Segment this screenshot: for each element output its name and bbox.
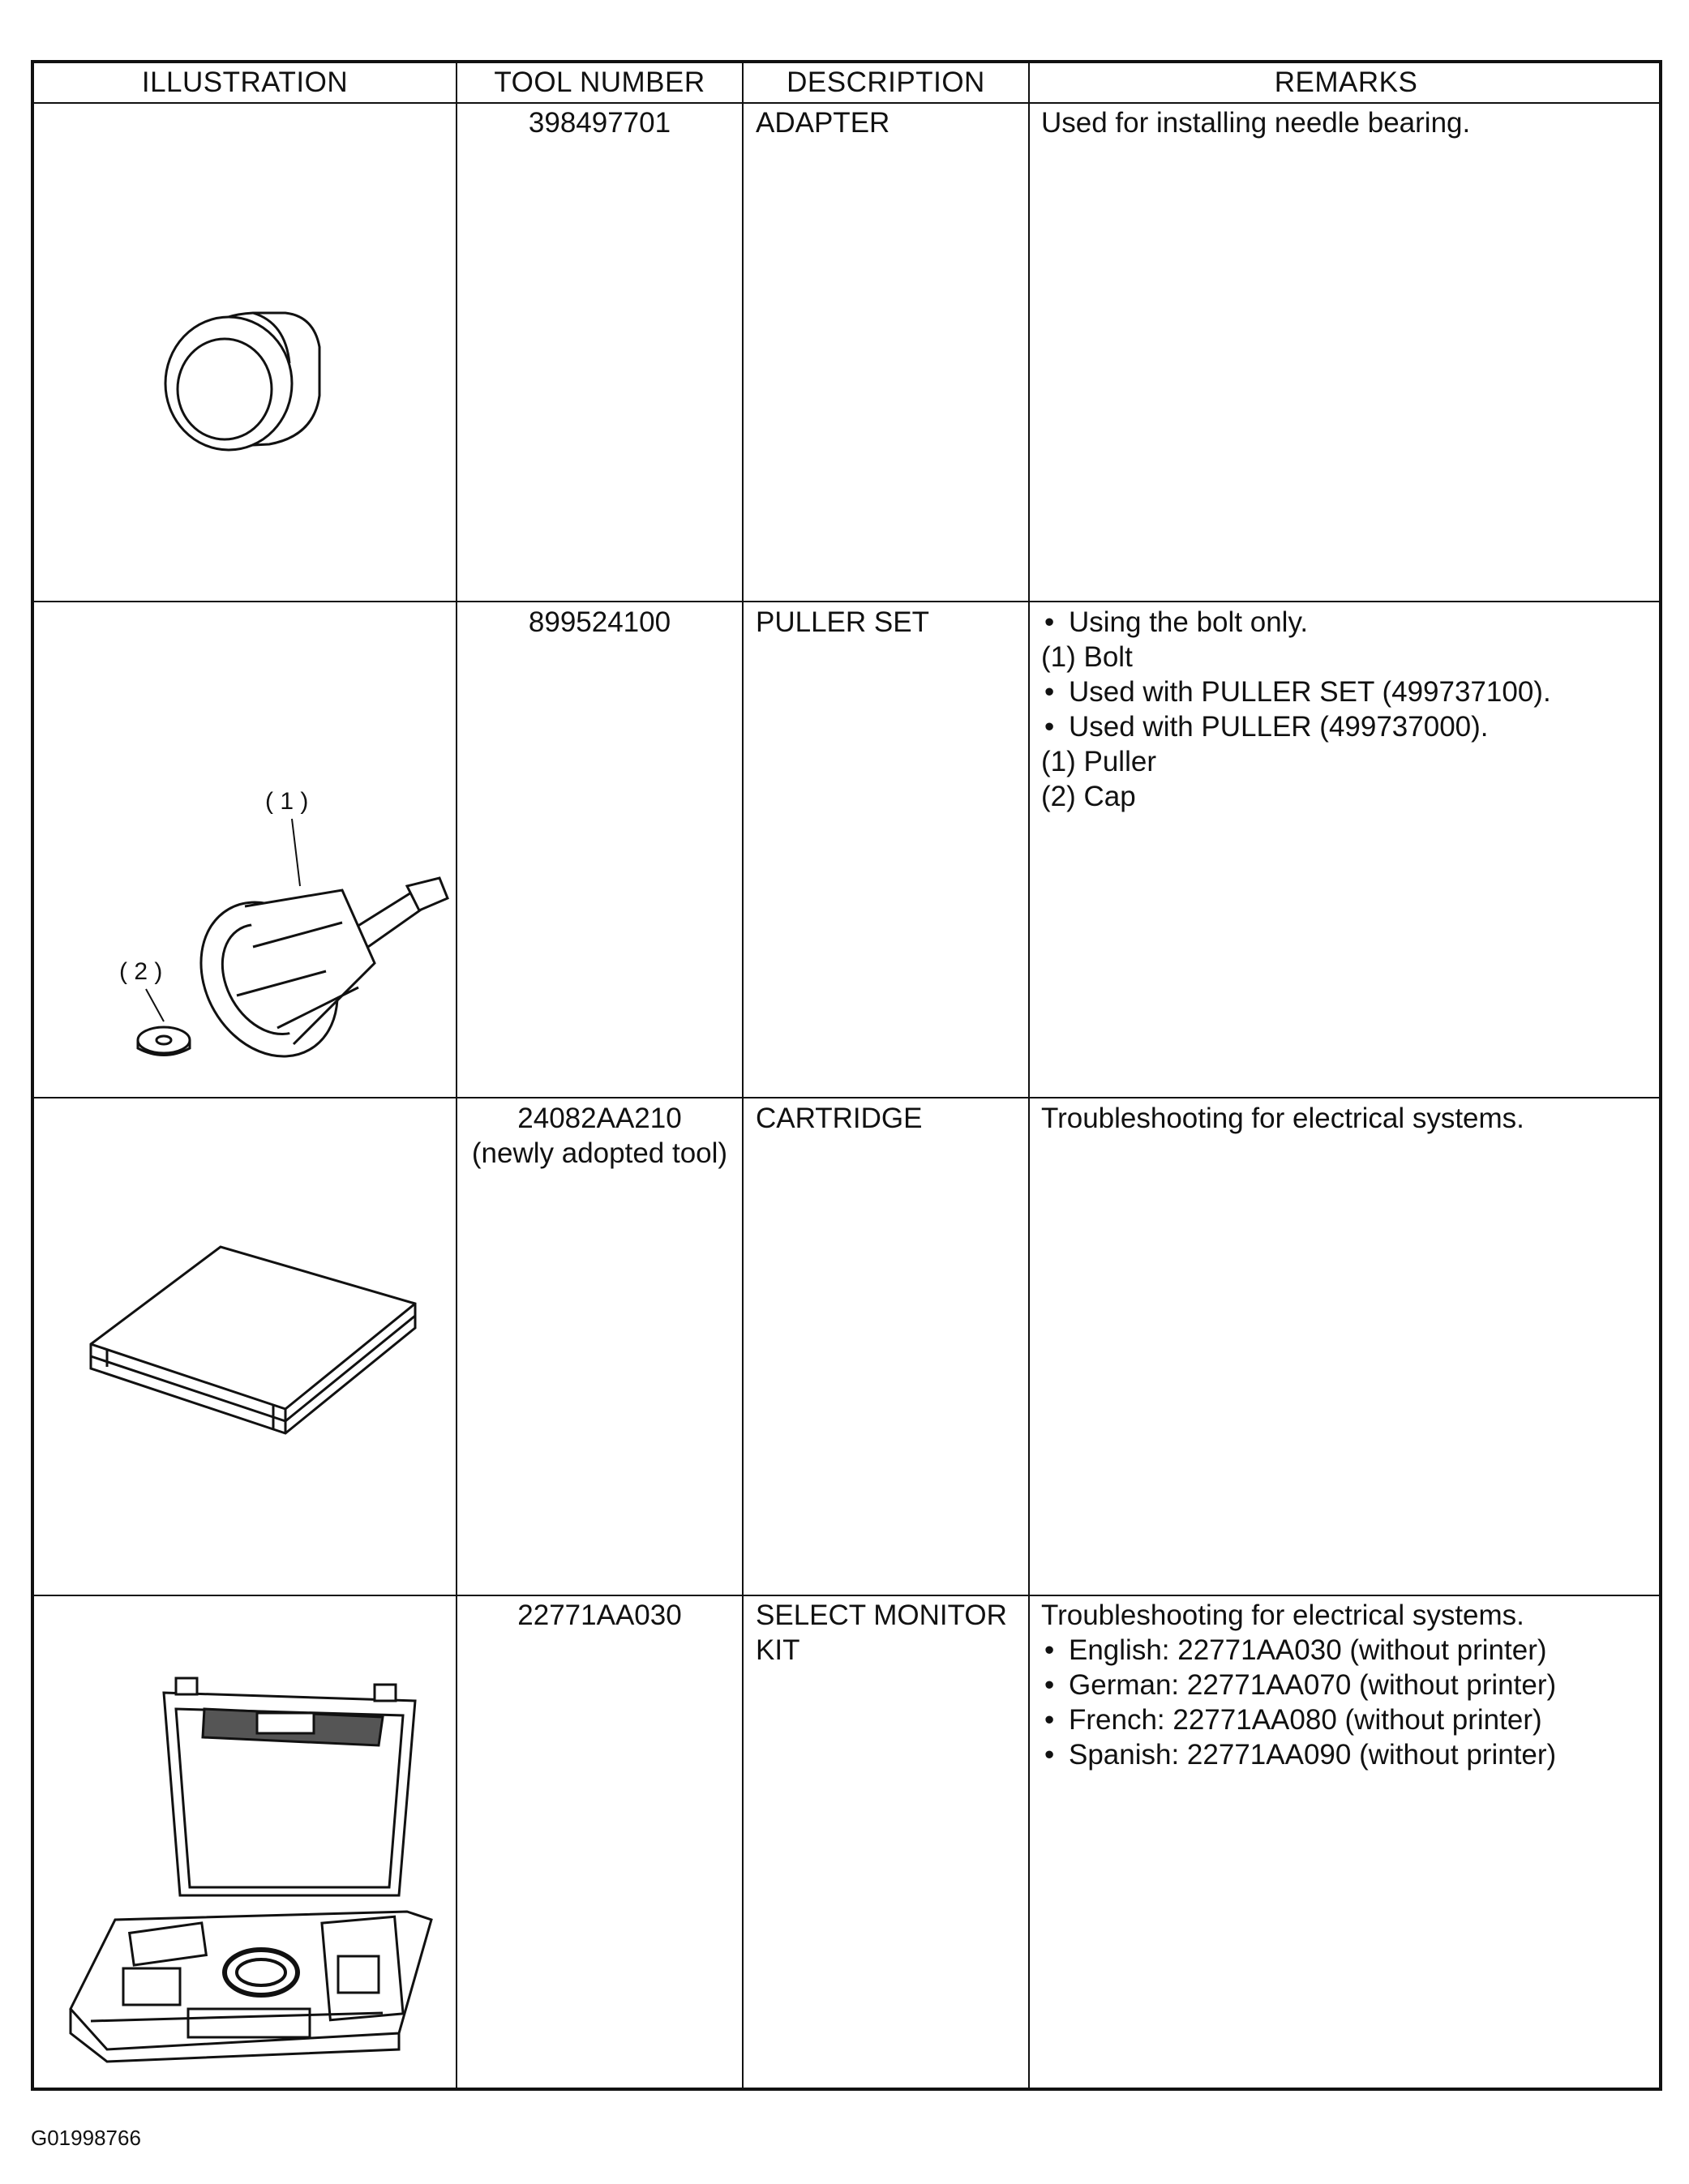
header-remarks: REMARKS — [1274, 66, 1418, 98]
cartridge-illustration-icon — [75, 1223, 431, 1466]
description: ADAPTER — [756, 107, 890, 139]
remark-line: Troubleshooting for electrical systems. — [1041, 1599, 1524, 1631]
header-tool-number: TOOL NUMBER — [494, 66, 705, 98]
header-illustration: ILLUSTRATION — [141, 66, 349, 98]
row-divider — [34, 1097, 1659, 1098]
remark-line: • Used with PULLER SET (499737100). — [1041, 674, 1657, 709]
header-divider — [34, 102, 1659, 104]
description: PULLER SET — [756, 606, 929, 638]
remark-line: Used for installing needle bearing. — [1041, 107, 1471, 139]
callout-1: ( 1 ) — [265, 788, 309, 815]
remark-line: • English: 22771AA030 (without printer) — [1041, 1633, 1657, 1668]
column-divider — [1028, 63, 1030, 2088]
remarks-list — [1041, 1598, 1657, 1772]
remark-line: (2) Cap — [1041, 781, 1136, 812]
remark-line: Troubleshooting for electrical systems. — [1041, 1103, 1524, 1134]
description: CARTRIDGE — [756, 1103, 923, 1134]
remark-line: (1) Puller — [1041, 746, 1156, 777]
remarks-list — [1041, 105, 1657, 140]
tool-number-note: (newly adopted tool) — [471, 1137, 728, 1169]
tool-number — [457, 1101, 742, 1171]
callout-2: ( 2 ) — [119, 958, 163, 985]
remark-line: • Using the bolt only. — [1041, 605, 1657, 640]
select-monitor-kit-illustration-icon — [58, 1652, 448, 2066]
row-divider — [34, 1595, 1659, 1596]
tool-number-value: 24082AA210 — [517, 1103, 682, 1134]
row-divider — [34, 601, 1659, 602]
adapter-illustration-icon — [148, 298, 342, 460]
tool-number: 899524100 — [528, 606, 671, 638]
remark-line: • French: 22771AA080 (without printer) — [1041, 1702, 1657, 1737]
remark-line: • Used with PULLER (499737000). — [1041, 709, 1657, 744]
tool-table — [31, 60, 1662, 2091]
description: SELECT MONITOR KIT — [756, 1599, 1007, 1666]
puller-set-illustration-icon — [83, 728, 456, 1068]
remarks-list — [1041, 1101, 1657, 1136]
header-description: DESCRIPTION — [787, 66, 985, 98]
column-divider — [742, 63, 744, 2088]
remark-line: (1) Bolt — [1041, 641, 1133, 673]
tool-number: 398497701 — [528, 107, 671, 139]
column-divider — [456, 63, 457, 2088]
remarks-list — [1041, 605, 1657, 814]
remark-line: • Spanish: 22771AA090 (without printer) — [1041, 1737, 1657, 1772]
figure-code: G01998766 — [31, 2126, 141, 2150]
remark-line: • German: 22771AA070 (without printer) — [1041, 1668, 1657, 1702]
tool-number: 22771AA030 — [517, 1599, 682, 1631]
